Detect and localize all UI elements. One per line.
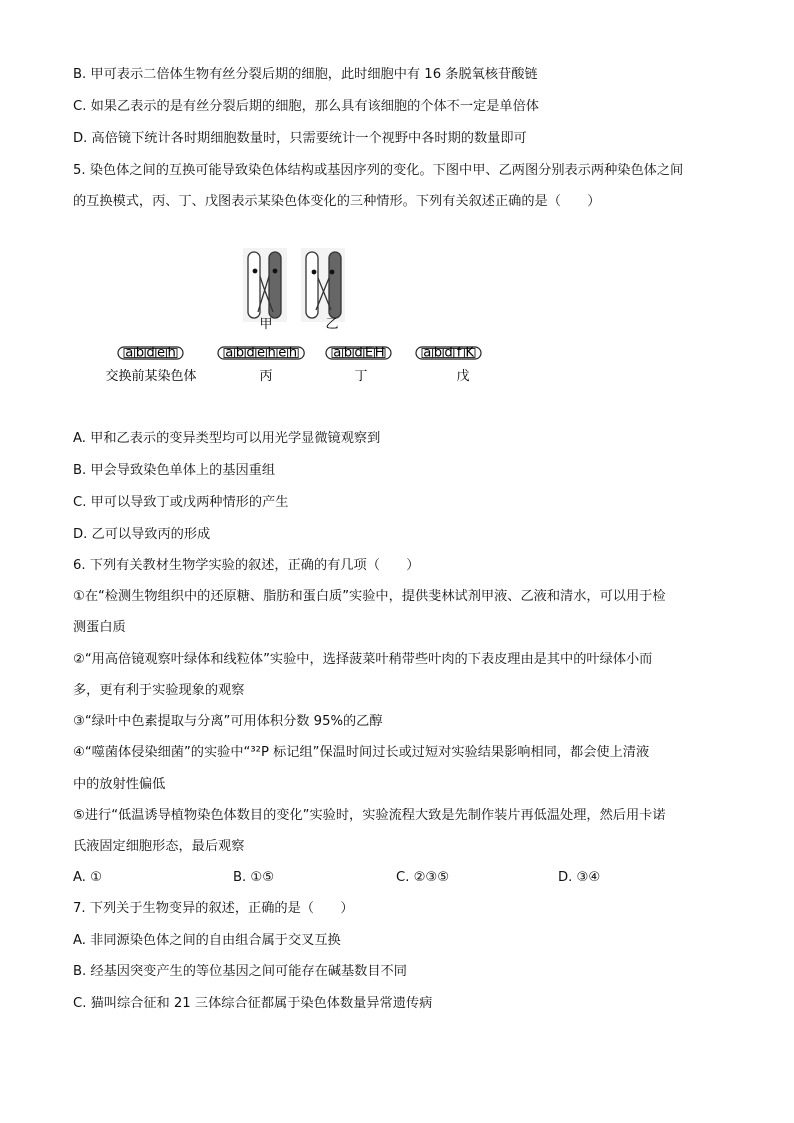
gene-label: a <box>333 345 342 361</box>
q5-option-d: D. 乙可以导致丙的形成 <box>73 527 211 542</box>
q4-option-d: D. 高倍镜下统计各时期细胞数量时，只需要统计一个视野中各时期的数量即可 <box>73 131 527 146</box>
centromere-dot <box>312 270 317 275</box>
q5-option-c: C. 甲可以导致丁或戊两种情形的产生 <box>73 495 289 510</box>
q6-item-2-line2: 多，更有利于实验现象的观察 <box>73 683 245 698</box>
gene-label: d <box>246 345 255 361</box>
q4-option-c: C. 如果乙表示的是有丝分裂后期的细胞，那么具有该细胞的个体不一定是单倍体 <box>73 99 539 114</box>
panel-yi <box>301 248 345 322</box>
caption-bing: 丙 <box>259 369 273 384</box>
chromosome-exchange-figure <box>105 246 498 406</box>
q6-option-b: B. ①⑤ <box>233 870 275 885</box>
panel-jia <box>243 248 287 322</box>
gene-label: a <box>225 345 234 361</box>
chromatid-gray <box>269 252 281 318</box>
gene-label: b <box>433 345 443 361</box>
centromere-dot <box>253 269 258 274</box>
q5-stem-line1: 5. 染色体之间的互换可能导致染色体结构或基因序列的变化。下图中甲、乙两图分别表示两种染色体之间 <box>73 163 684 178</box>
q7-option-c: C. 猫叫综合征和 21 三体综合征都属于染色体数量异常遗传病 <box>73 996 433 1011</box>
q4-option-b: B. 甲可表示二倍体生物有丝分裂后期的细胞，此时细胞中有 16 条脱氧核苷酸链 <box>73 67 538 82</box>
q6-option-c: C. ②③⑤ <box>396 870 450 885</box>
gene-label: d <box>354 345 363 361</box>
gene-label: a <box>423 345 432 361</box>
gene-label: K <box>465 345 475 361</box>
gene-label: f <box>456 345 462 361</box>
chromosome-bar <box>118 346 183 361</box>
q6-option-d: D. ③④ <box>558 870 601 885</box>
q6-item-4-line1: ④“噬菌体侵染细菌”的实验中“³²P 标记组”保温时间过长或过短对实验结果影响相同，都会使上清液 <box>73 745 650 760</box>
gene-label: e <box>257 345 266 361</box>
gene-label: b <box>235 345 245 361</box>
chromosome-figure-svg <box>105 246 498 406</box>
chromosome-bar <box>218 346 304 361</box>
q6-item-5-line2: 氏液固定细胞形态，最后观察 <box>73 839 245 854</box>
gene-label: E <box>364 345 374 361</box>
q5-option-a: A. 甲和乙表示的变异类型均可以用光学显微镜观察到 <box>73 431 381 446</box>
chromosome-bar <box>326 346 391 361</box>
q6-item-3: ③“绿叶中色素提取与分离”可用体积分数 95%的乙醇 <box>73 714 383 729</box>
q6-item-2-line1: ②“用高倍镜观察叶绿体和线粒体”实验中，选择菠菜叶稍带些叶肉的下表皮理由是其中的叶绿体小而 <box>73 652 653 667</box>
caption-before-exchange: 交换前某染色体 <box>105 369 197 384</box>
caption-wu: 戊 <box>456 369 470 384</box>
centromere-dot <box>273 269 278 274</box>
caption-ding: 丁 <box>354 369 368 384</box>
chromosome-bar <box>416 346 481 361</box>
centromere-dot <box>330 270 335 275</box>
q6-item-1-line2: 测蛋白质 <box>73 620 126 635</box>
label-yi: 乙 <box>325 317 339 332</box>
q6-item-5-line1: ⑤进行“低温诱导植物染色体数目的变化”实验时，实验流程大致是先制作装片再低温处理，然后用卡诺 <box>73 808 666 823</box>
gene-label: H <box>374 345 385 361</box>
gene-label: h <box>267 345 276 361</box>
gene-label: h <box>167 345 176 361</box>
gene-sequence-bars <box>118 346 481 361</box>
q7-stem: 7. 下列关于生物变异的叙述，正确的是（ ） <box>73 901 354 916</box>
q5-option-b: B. 甲会导致染色单体上的基因重组 <box>73 463 276 478</box>
q7-option-b: B. 经基因突变产生的等位基因之间可能存在碱基数目不同 <box>73 964 407 979</box>
q6-stem: 6. 下列有关教材生物学实验的叙述，正确的有几项（ ） <box>73 558 420 573</box>
q5-stem-line2: 的互换模式，丙、丁、戊图表示某染色体变化的三种情形。下列有关叙述正确的是（ ） <box>73 194 601 209</box>
label-jia: 甲 <box>259 317 273 332</box>
gene-label: h <box>288 345 298 361</box>
gene-label: b <box>135 345 145 361</box>
q6-item-1-line1: ①在“检测生物组织中的还原糖、脂肪和蛋白质”实验中，提供斐林试剂甲液、乙液和清水，可以用于检 <box>73 589 666 604</box>
gene-label: d <box>146 345 155 361</box>
gene-label: a <box>125 345 134 361</box>
q6-item-4-line2: 中的放射性偏低 <box>73 777 166 792</box>
gene-label: b <box>343 345 353 361</box>
chromatid-white <box>248 252 260 318</box>
q7-option-a: A. 非同源染色体之间的自由组合属于交叉互换 <box>73 933 341 948</box>
gene-label: e <box>157 345 166 361</box>
gene-label: e <box>278 345 287 361</box>
q6-option-a: A. ① <box>73 870 102 885</box>
gene-label: d <box>444 345 453 361</box>
